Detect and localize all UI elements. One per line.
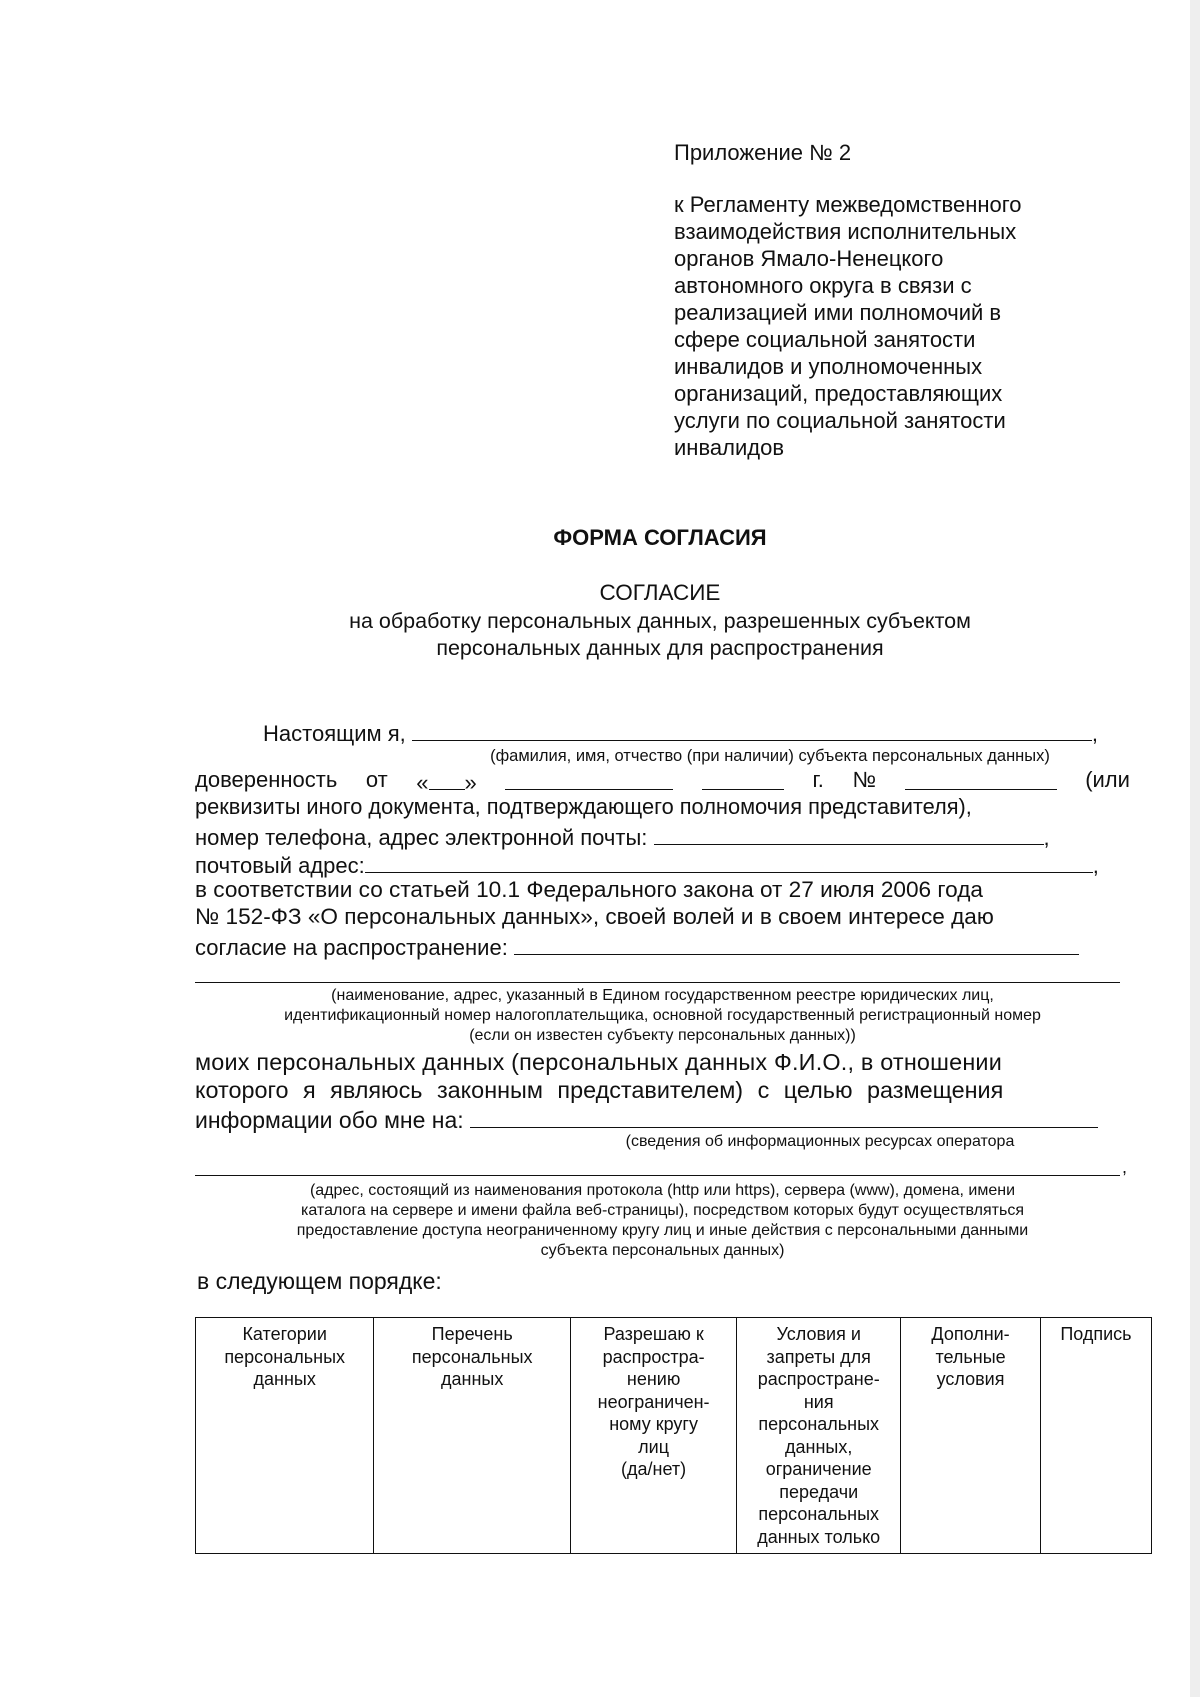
proxy-line: [195, 767, 1130, 795]
table-header-cell: Перечень персональных данных: [374, 1318, 571, 1554]
table-header-cell: Дополни- тельные условия: [901, 1318, 1041, 1554]
appendix-line: инвалидов: [674, 435, 784, 460]
caption-line: субъекта персональных данных): [540, 1242, 785, 1259]
law-line: № 152-ФЗ «О персональных данных», своей волей и в своем интересе даю: [195, 904, 994, 929]
postal-field[interactable]: [365, 850, 1093, 873]
caption-line: идентификационный номер налогоплательщика, основной государственный регистрационный номер: [284, 1007, 1041, 1024]
proxy-word: »: [464, 770, 477, 795]
table-row: [196, 1318, 1152, 1554]
caption-line: каталога на сервере и имени файла веб-страницы), посредством которых будут осуществляться: [301, 1202, 1024, 1219]
appendix-line: инвалидов и уполномоченных: [674, 354, 983, 379]
contacts-field[interactable]: [654, 822, 1044, 845]
contacts-label: номер телефона, адрес электронной почты:: [195, 825, 648, 850]
appendix-line: органов Ямало-Ненецкого: [674, 246, 944, 271]
proxy-word: г.: [812, 767, 824, 792]
proxy-number-field[interactable]: [905, 767, 1057, 790]
intro-text: Настоящим я,: [263, 721, 406, 746]
address-comma: ,: [1122, 1157, 1128, 1177]
consent-subheading: [0, 608, 1200, 662]
appendix-line: услуги по социальной занятости: [674, 408, 1006, 433]
consent-subheading-line: персональных данных для распространения: [436, 636, 884, 660]
my-data-line-3: [195, 1105, 1098, 1133]
appendix-number: Приложение № 2: [674, 140, 852, 165]
appendix-line: сфере социальной занятости: [674, 327, 976, 352]
caption-operator: [190, 986, 1135, 1046]
proxy-word: «: [416, 770, 429, 795]
proxy-word: доверенность: [195, 767, 338, 792]
appendix-line: реализацией ими полномочий в: [674, 300, 1002, 325]
caption-line: (адрес, состоящий из наименования протокола (http или https), сервера (www), домена, имени: [309, 1182, 1016, 1199]
proxy-day-field[interactable]: [429, 767, 465, 790]
consent-heading: СОГЛАСИЕ: [599, 580, 721, 605]
operator-field[interactable]: [195, 982, 1120, 983]
my-data-line: которого я являюсь законным представителем) с целью размещения: [195, 1077, 1004, 1103]
proxy-word: (или: [1085, 767, 1130, 792]
name-field[interactable]: [412, 718, 1092, 741]
caption-line: (наименование, адрес, указанный в Едином государственном реестре юридических лиц,: [331, 987, 994, 1004]
distribution-line: [195, 932, 1079, 960]
proxy-word: от: [365, 767, 388, 792]
my-data-label: информации обо мне на:: [195, 1107, 464, 1133]
caption-name: (фамилия, имя, отчество (при наличии) субъекта персональных данных): [490, 747, 1050, 765]
my-data-line: моих персональных данных (персональных данных Ф.И.О., в отношении: [195, 1049, 1002, 1075]
postal-line: почтовый адрес: ,: [195, 850, 1099, 878]
caption-line: предоставление доступа неограниченному кругу лиц и иные действия с персональными данными: [296, 1222, 1029, 1239]
appendix-block: [674, 139, 1094, 461]
caption-address: [190, 1181, 1135, 1261]
table-header-cell: Подпись: [1040, 1318, 1151, 1554]
consent-table: [195, 1317, 1152, 1554]
contacts-line: номер телефона, адрес электронной почты: ,: [195, 822, 1050, 850]
appendix-line: автономного округа в связи с: [674, 273, 972, 298]
address-field[interactable]: [195, 1175, 1120, 1176]
intro-line: Настоящим я, ,: [263, 718, 1098, 746]
law-line: в соответствии со статьей 10.1 Федерального закона от 27 июля 2006 года: [195, 877, 983, 902]
table-header-cell: Условия и запреты для распростране- ния персональных данных, ограничение передачи персональных данных только: [737, 1318, 901, 1554]
caption-line: (если он известен субъекту персональных данных)): [469, 1027, 856, 1044]
proxy-month-field[interactable]: [505, 767, 673, 790]
form-title: ФОРМА СОГЛАСИЯ: [553, 525, 767, 550]
proxy-year-field[interactable]: [702, 767, 784, 790]
appendix-line: к Регламенту межведомственного: [674, 192, 1022, 217]
consent-subheading-line: на обработку персональных данных, разрешенных субъектом: [349, 609, 971, 633]
distribution-label: согласие на распространение:: [195, 935, 508, 960]
caption-resources: (сведения об информационных ресурсах оператора: [625, 1133, 1015, 1150]
resources-field[interactable]: [470, 1105, 1098, 1128]
proxy-word: №: [852, 767, 877, 792]
order-line: в следующем порядке:: [197, 1268, 442, 1294]
table-header-cell: Категории персональных данных: [196, 1318, 374, 1554]
page-edge: [1190, 0, 1200, 1697]
postal-label: почтовый адрес:: [195, 853, 365, 878]
table-header-cell: Разрешаю к распростра- нению неограничен- ному кругу лиц (да/нет): [571, 1318, 737, 1554]
distribution-field[interactable]: [514, 932, 1079, 955]
appendix-line: организаций, предоставляющих: [674, 381, 1003, 406]
details-line: реквизиты иного документа, подтверждающего полномочия представителя),: [195, 794, 972, 819]
appendix-line: взаимодействия исполнительных: [674, 219, 1017, 244]
